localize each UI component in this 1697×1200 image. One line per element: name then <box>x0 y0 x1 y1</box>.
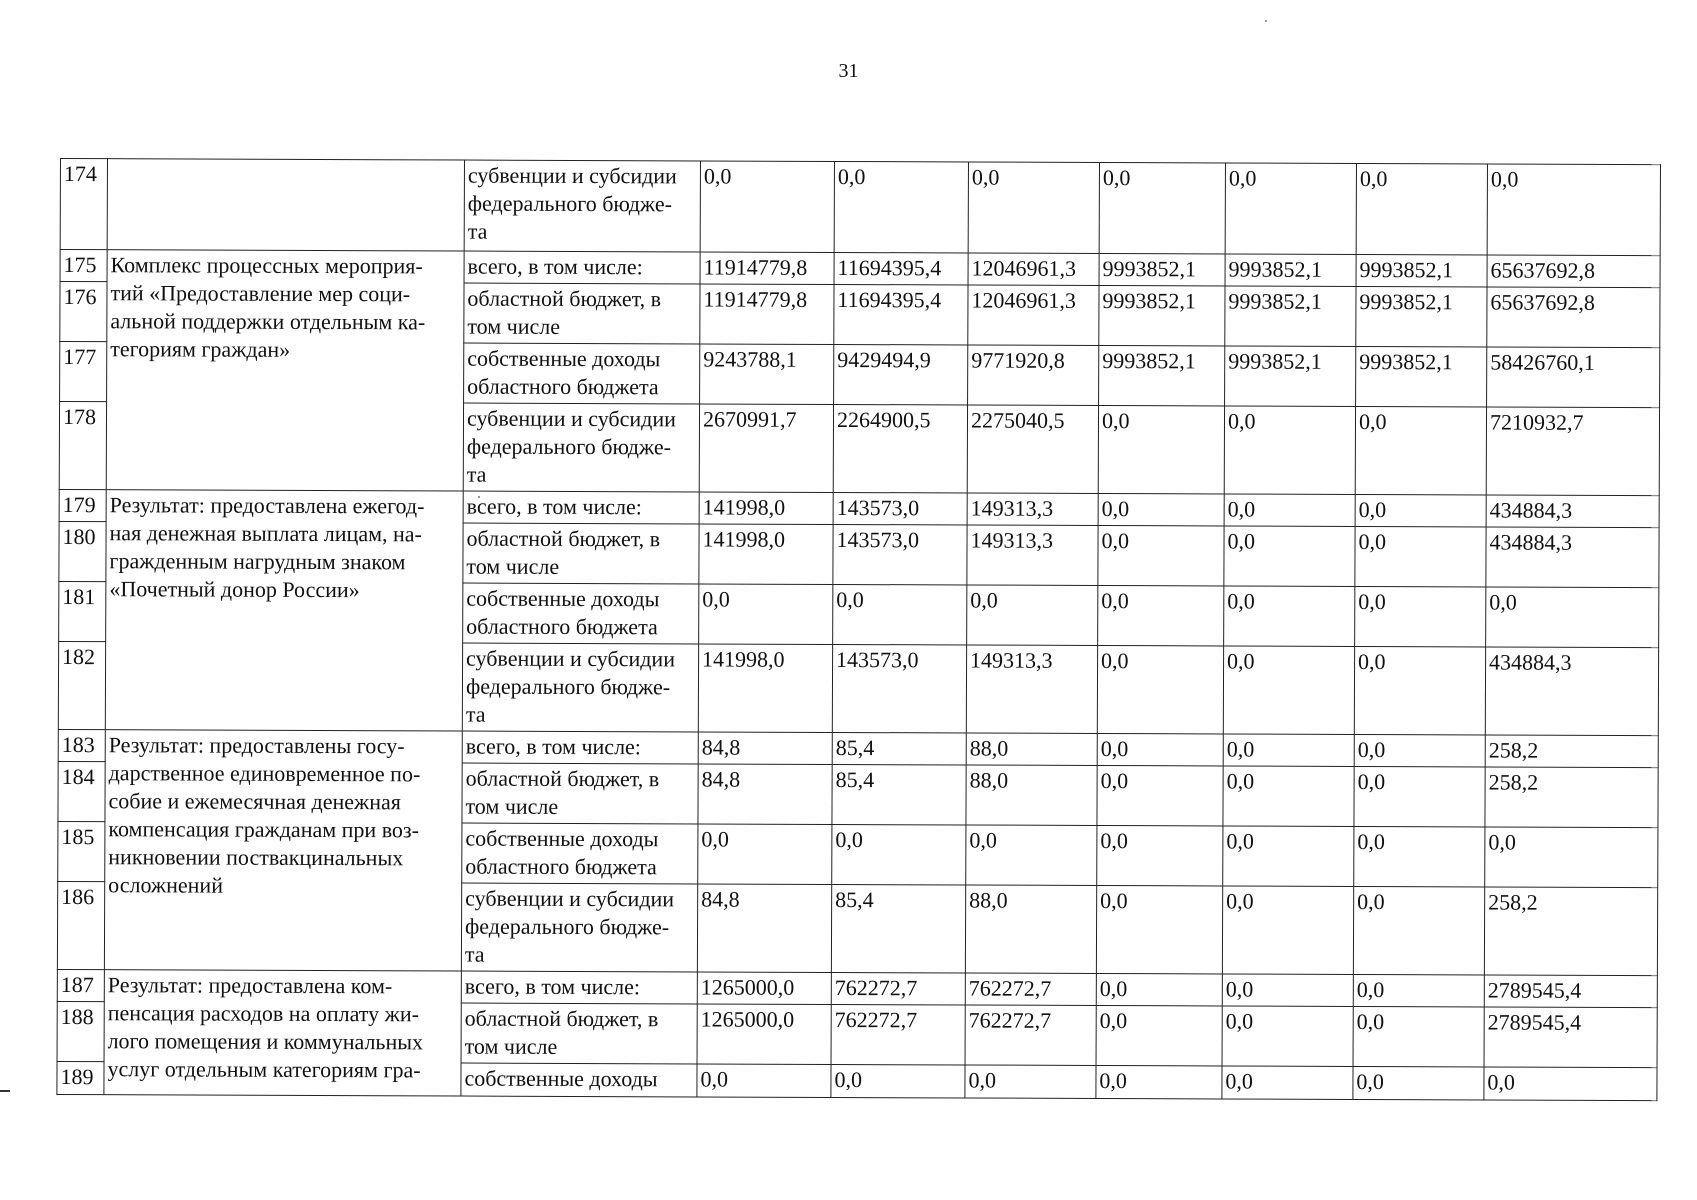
funding-source-line: федерального бюдже- <box>467 190 673 217</box>
funding-source-line: всего, в том числе: <box>465 733 642 760</box>
funding-source-line: собственные доходы <box>467 345 661 372</box>
value-year: 0,0 <box>1223 646 1354 735</box>
funding-source-line: областной бюджет, в <box>467 285 662 312</box>
value-year: 2264900,5 <box>833 404 967 493</box>
row-number: 187 <box>57 969 104 1001</box>
value-year: 0,0 <box>1224 406 1355 495</box>
value-year: 0,0 <box>1098 405 1224 493</box>
value-year: 2670991,7 <box>699 404 833 493</box>
value-year: 0,0 <box>1098 585 1224 645</box>
indicator-line: собие и ежемесячная денежная <box>108 788 401 815</box>
value-year: 0,0 <box>1354 646 1485 735</box>
value-year: 11914779,8 <box>700 252 834 285</box>
value-year: 88,0 <box>966 765 1097 826</box>
indicator-name <box>104 970 461 1096</box>
funding-source-line: том числе <box>465 793 559 819</box>
value-year: 9243788,1 <box>700 344 834 405</box>
value-total: 0,0 <box>1484 1067 1657 1101</box>
value-year: 9993852,1 <box>1099 285 1225 345</box>
value-year: 0,0 <box>1222 974 1353 1007</box>
value-total: 258,2 <box>1485 735 1658 768</box>
funding-source-line: областного бюджета <box>467 373 659 400</box>
funding-source <box>461 1063 697 1097</box>
value-year: 0,0 <box>1097 825 1223 885</box>
value-year: 0,0 <box>1353 1066 1484 1100</box>
value-year: 149313,3 <box>967 493 1098 526</box>
value-year: 141998,0 <box>699 492 833 525</box>
value-year: 0,0 <box>1353 974 1484 1007</box>
funding-source-line: областной бюджет, в <box>465 765 660 792</box>
value-year: 88,0 <box>966 733 1097 766</box>
row-number: 189 <box>57 1061 104 1094</box>
funding-source-line: всего, в том числе: <box>466 493 642 520</box>
funding-source-line: субвенции и субсидии <box>465 885 675 912</box>
value-year: 0,0 <box>831 1064 965 1098</box>
indicator-line: дарственное единовременное по- <box>108 760 421 787</box>
indicator-line: никновении поствакцинальных <box>108 844 404 871</box>
funding-source-line: субвенции и субсидии <box>467 162 677 189</box>
indicator-line: компенсация гражданам при воз- <box>108 816 420 843</box>
funding-source-line: всего, в том числе: <box>467 253 643 280</box>
value-year: 0,0 <box>1096 973 1222 1005</box>
row-number: 177 <box>60 342 107 402</box>
indicator-line: «Почетный донор России» <box>109 576 360 603</box>
value-year: 12046961,3 <box>968 285 1099 346</box>
value-year: 12046961,3 <box>968 253 1099 286</box>
funding-source-line: собственные доходы <box>464 1065 658 1092</box>
funding-source-line: областного бюджета <box>466 613 658 640</box>
indicator-line: Результат: предоставлены госу- <box>108 732 405 759</box>
value-total: 0,0 <box>1485 827 1658 888</box>
indicator-line: гражденным нагрудным знаком <box>109 548 406 575</box>
funding-source <box>463 403 699 492</box>
funding-source <box>463 583 699 644</box>
value-year: 0,0 <box>1097 765 1223 825</box>
value-year: 0,0 <box>1099 162 1225 253</box>
value-year: 0,0 <box>1225 163 1356 255</box>
funding-source-line: федерального бюдже- <box>465 913 670 940</box>
value-year: 0,0 <box>1354 766 1485 827</box>
value-year: 143573,0 <box>833 492 967 525</box>
value-year: 11694395,4 <box>834 252 968 285</box>
row-number: 185 <box>58 821 105 881</box>
funding-source-line: собственные доходы <box>465 825 659 852</box>
row-number: 188 <box>57 1001 104 1061</box>
funding-source-line: собственные доходы <box>466 585 660 612</box>
value-year: 84,8 <box>698 764 832 825</box>
value-total: 2789545,4 <box>1484 975 1657 1008</box>
funding-source-line: областной бюджет, в <box>464 1005 659 1032</box>
funding-source <box>461 971 697 1004</box>
value-year: 0,0 <box>1223 766 1354 827</box>
value-year: 0,0 <box>832 824 966 885</box>
value-year: 149313,3 <box>967 525 1098 586</box>
funding-source <box>462 763 698 824</box>
row-number: 181 <box>59 581 106 641</box>
value-year: 9771920,8 <box>968 345 1099 406</box>
row-number: 183 <box>58 729 105 761</box>
value-total: 65637692,8 <box>1487 287 1660 348</box>
table-row <box>60 159 1660 256</box>
funding-source-line: том числе <box>466 553 560 579</box>
value-total: 7210932,7 <box>1486 407 1659 496</box>
funding-source-line: областного бюджета <box>465 853 657 880</box>
funding-source <box>464 283 700 344</box>
value-year: 0,0 <box>1354 734 1485 767</box>
value-total: 258,2 <box>1485 767 1658 828</box>
value-year: 85,4 <box>832 732 966 765</box>
indicator-name <box>104 730 462 971</box>
indicator-line: услуг отдельным категориям гра- <box>107 1056 421 1083</box>
value-year: 1265000,0 <box>697 1004 831 1065</box>
indicator-line: тегориям граждан» <box>110 336 291 362</box>
value-year: 11914779,8 <box>700 284 834 345</box>
value-year: 85,4 <box>832 764 966 825</box>
indicator-name <box>105 490 463 731</box>
value-year: 0,0 <box>1098 493 1224 525</box>
row-number: 175 <box>60 250 107 282</box>
value-year: 0,0 <box>1224 586 1355 647</box>
indicator-line: тий «Предоставление мер соци- <box>110 280 411 307</box>
value-year: 1265000,0 <box>697 972 831 1005</box>
value-year: 0,0 <box>967 585 1098 646</box>
funding-source <box>464 160 700 252</box>
value-year: 0,0 <box>1355 494 1486 527</box>
value-year: 0,0 <box>966 825 1097 886</box>
value-year: 0,0 <box>834 161 968 253</box>
value-year: 9993852,1 <box>1099 345 1225 405</box>
funding-source <box>462 643 698 732</box>
funding-source-line: субвенции и субсидии <box>466 645 676 672</box>
value-year: 0,0 <box>1355 586 1486 647</box>
value-year: 9993852,1 <box>1356 254 1487 287</box>
value-year: 0,0 <box>697 1064 831 1098</box>
value-year: 9993852,1 <box>1099 253 1225 285</box>
indicator-line: лого помещения и коммунальных <box>107 1028 424 1055</box>
value-year: 0,0 <box>1356 163 1487 255</box>
value-year: 0,0 <box>1097 733 1223 765</box>
funding-source-line: та <box>465 701 486 727</box>
value-year: 762272,7 <box>831 972 965 1005</box>
indicator-line: осложнений <box>108 872 224 898</box>
value-year: 0,0 <box>1223 734 1354 767</box>
value-total: 65637692,8 <box>1487 255 1660 288</box>
funding-source-line: та <box>464 941 485 967</box>
value-year: 143573,0 <box>833 524 967 585</box>
value-total: 0,0 <box>1486 587 1659 648</box>
value-total: 434884,3 <box>1486 527 1659 588</box>
value-year: 0,0 <box>698 824 832 885</box>
value-year: 84,8 <box>697 884 831 973</box>
value-year: 762272,7 <box>831 1004 965 1065</box>
budget-table <box>56 158 1661 1101</box>
indicator-line: ная денежная выплата лицам, на- <box>109 520 422 547</box>
row-number: 176 <box>60 282 107 342</box>
funding-source-line: федерального бюдже- <box>465 673 671 700</box>
funding-source-line: та <box>466 461 487 487</box>
indicator-name <box>106 250 464 491</box>
margin-mark <box>0 1090 10 1092</box>
value-year: 0,0 <box>1224 526 1355 587</box>
funding-source <box>461 1003 697 1064</box>
indicator-line: альной поддержки отдельным ка- <box>110 308 426 335</box>
budget-table-sheet <box>56 158 1660 1146</box>
value-year: 9993852,1 <box>1356 346 1487 407</box>
value-year: 0,0 <box>699 584 833 645</box>
value-year: 0,0 <box>1096 1005 1222 1065</box>
value-year: 0,0 <box>833 584 967 645</box>
value-year: 143573,0 <box>832 644 966 733</box>
indicator-line: Результат: предоставлена ком- <box>107 972 393 999</box>
indicator-line: Комплекс процессных мероприя- <box>110 252 423 279</box>
row-number: 178 <box>59 402 106 490</box>
value-total: 2789545,4 <box>1484 1007 1657 1068</box>
funding-source <box>462 823 698 884</box>
value-year: 11694395,4 <box>834 284 968 345</box>
scan-speck <box>1265 20 1267 22</box>
value-year: 0,0 <box>1353 886 1484 975</box>
value-year: 149313,3 <box>966 645 1097 734</box>
funding-source-line: всего, в том числе: <box>464 973 641 1000</box>
value-year: 9993852,1 <box>1225 286 1356 347</box>
value-total: 58426760,1 <box>1487 347 1660 408</box>
funding-source <box>462 731 698 764</box>
table-row <box>59 489 1659 527</box>
value-year: 0,0 <box>968 162 1099 254</box>
table-row <box>60 250 1660 288</box>
funding-source <box>464 251 700 284</box>
value-year: 0,0 <box>1098 525 1224 585</box>
funding-source <box>464 343 700 404</box>
funding-source <box>461 883 697 972</box>
row-number: 174 <box>60 159 107 250</box>
table-row <box>58 729 1658 767</box>
table-body <box>57 159 1661 1101</box>
value-year: 0,0 <box>1224 494 1355 527</box>
value-year: 0,0 <box>1096 885 1222 973</box>
value-year: 0,0 <box>1354 826 1485 887</box>
indicator-line: пенсация расходов на оплату жи- <box>107 1000 419 1027</box>
row-number: 182 <box>58 641 105 729</box>
value-year: 0,0 <box>1096 1065 1222 1098</box>
funding-source-line: субвенции и субсидии <box>466 405 676 432</box>
funding-source <box>463 523 699 584</box>
value-total: 258,2 <box>1484 887 1657 976</box>
row-number: 184 <box>58 761 105 821</box>
funding-source-line: федерального бюдже- <box>466 433 672 460</box>
indicator-line: Результат: предоставлена ежегод- <box>109 492 425 519</box>
value-year: 0,0 <box>1222 886 1353 975</box>
value-year: 9993852,1 <box>1225 254 1356 287</box>
row-number: 180 <box>59 521 106 581</box>
value-year: 9993852,1 <box>1356 286 1487 347</box>
page-number: 31 <box>838 60 859 82</box>
funding-source-line: областной бюджет, в <box>466 525 661 552</box>
value-total: 434884,3 <box>1485 647 1658 736</box>
row-number: 186 <box>57 881 104 969</box>
value-year: 141998,0 <box>699 524 833 585</box>
funding-source-line: том числе <box>464 1033 558 1059</box>
value-year: 0,0 <box>965 1065 1096 1099</box>
value-year: 0,0 <box>1097 645 1223 733</box>
value-total: 434884,3 <box>1486 495 1659 528</box>
value-year: 9993852,1 <box>1225 346 1356 407</box>
value-year: 0,0 <box>1355 526 1486 587</box>
value-year: 0,0 <box>1222 1066 1353 1100</box>
value-year: 88,0 <box>965 885 1096 974</box>
value-year: 0,0 <box>1223 826 1354 887</box>
funding-source-line: том числе <box>467 313 561 339</box>
row-number: 179 <box>59 489 106 521</box>
value-year: 0,0 <box>1222 1006 1353 1067</box>
value-year: 85,4 <box>831 884 965 973</box>
value-year: 2275040,5 <box>967 405 1098 494</box>
funding-source <box>463 491 699 524</box>
value-year: 0,0 <box>700 161 834 253</box>
value-year: 141998,0 <box>698 644 832 733</box>
value-total: 0,0 <box>1487 164 1660 256</box>
value-year: 0,0 <box>1353 1006 1484 1067</box>
value-year: 0,0 <box>1355 406 1486 495</box>
table-row <box>57 969 1657 1007</box>
indicator-name <box>107 159 464 251</box>
value-year: 9429494,9 <box>834 344 968 405</box>
funding-source-line: та <box>467 218 488 244</box>
value-year: 762272,7 <box>965 973 1096 1006</box>
value-year: 84,8 <box>698 732 832 765</box>
value-year: 762272,7 <box>965 1005 1096 1066</box>
